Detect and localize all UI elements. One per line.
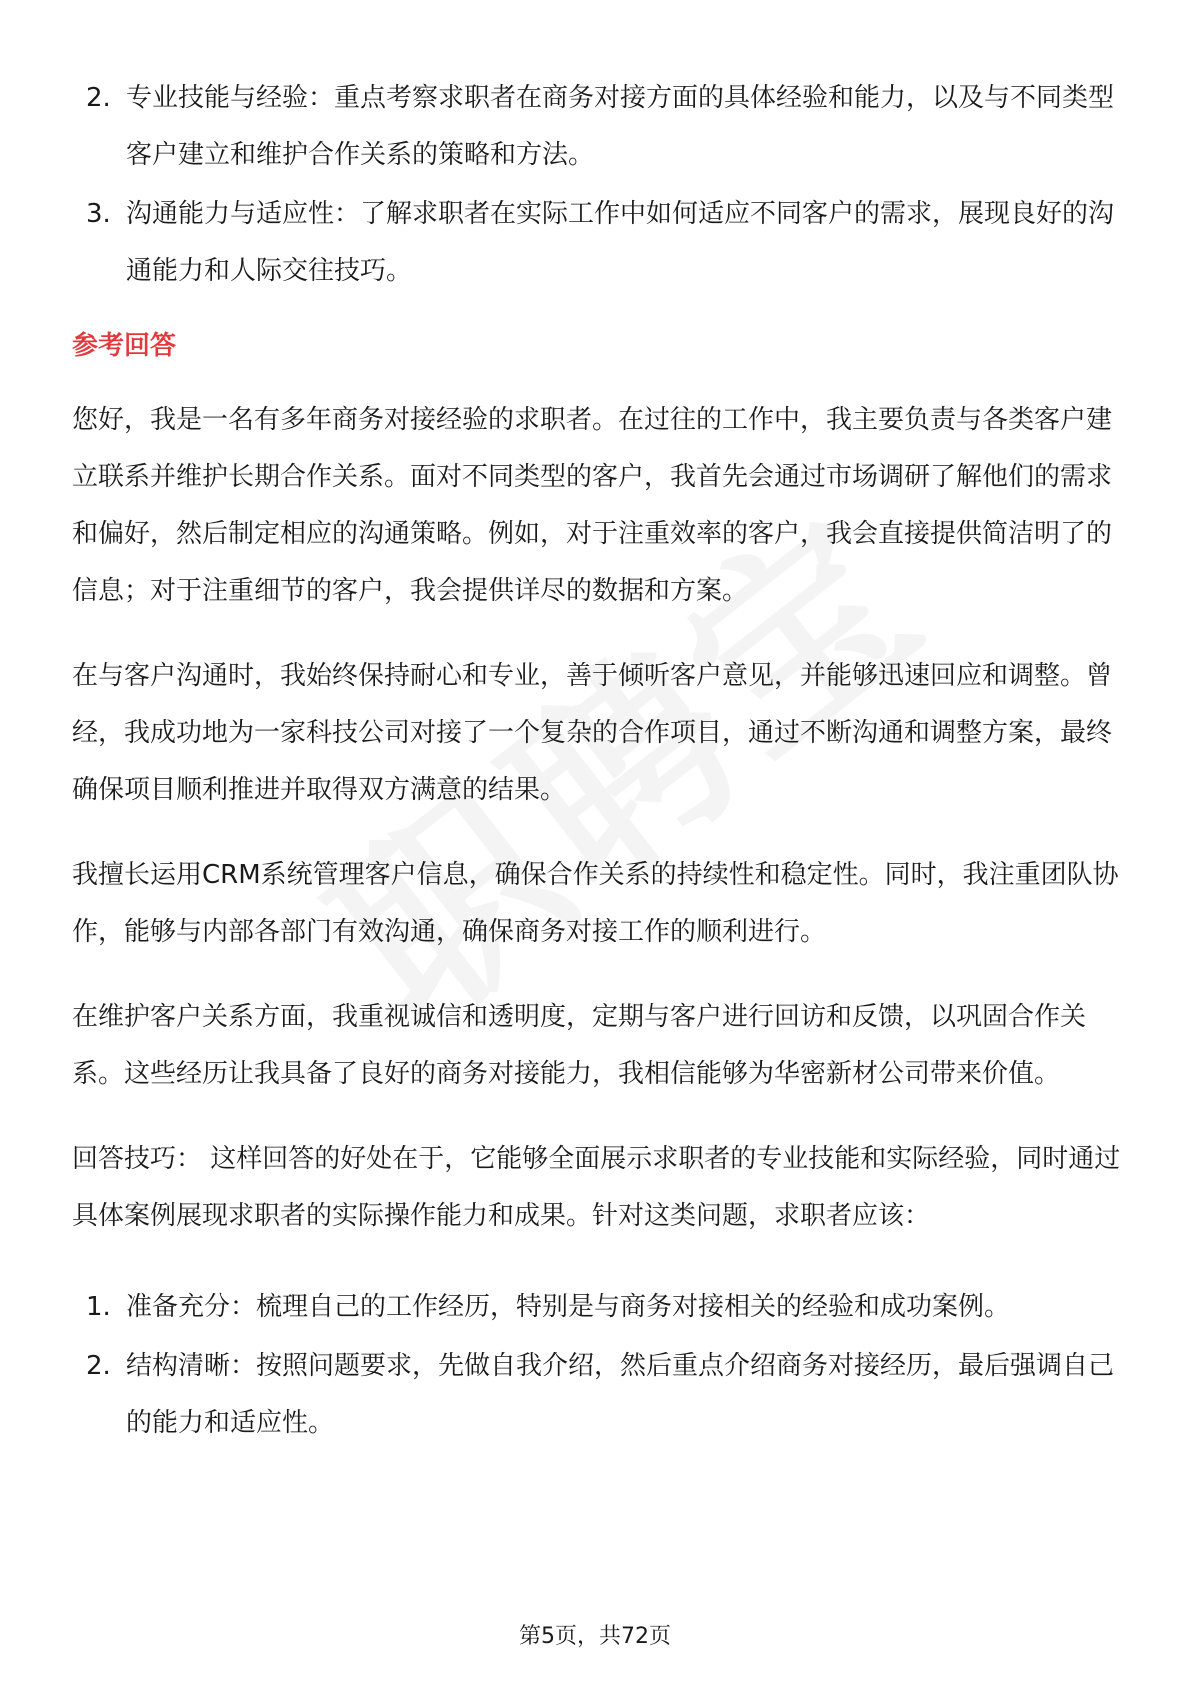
list-item (72, 70, 1122, 184)
list-item (72, 1279, 1122, 1336)
tips-paragraph: 回答技巧： 这样回答的好处在于，它能够全面展示求职者的专业技能和实际经验，同时通过具体案例展现求职者的实际操作能力和成果。针对这类问题，求职者应该： (72, 1144, 1121, 1231)
list-number: 2. (86, 83, 111, 113)
list-number: 2. (86, 1351, 111, 1381)
list-text: 沟通能力与适应性：了解求职者在实际工作中如何适应不同客户的需求，展现良好的沟通能力和人际交往技巧。 (126, 199, 1115, 286)
answer-paragraph: 在维护客户关系方面，我重视诚信和透明度，定期与客户进行回访和反馈，以巩固合作关系。这些经历让我具备了良好的商务对接能力，我相信能够为华密新材公司带来价值。 (72, 1002, 1087, 1089)
answer-paragraph: 您好，我是一名有多年商务对接经验的求职者。在过往的工作中，我主要负责与各类客户建立联系并维护长期合作关系。面对不同类型的客户，我首先会通过市场调研了解他们的需求和偏好，然后制定相应的沟通策略。例如，对于注重效率的客户，我会直接提供简洁明了的信息；对于注重细节的客户，我会提供详尽的数据和方案。 (72, 405, 1113, 606)
answer-paragraph: 我擅长运用CRM系统管理客户信息，确保合作关系的持续性和稳定性。同时，我注重团队协作，能够与内部各部门有效沟通，确保商务对接工作的顺利进行。 (72, 860, 1119, 947)
list-item (72, 1338, 1122, 1452)
answer-paragraph: 在与客户沟通时，我始终保持耐心和专业，善于倾听客户意见，并能够迅速回应和调整。曾经，我成功地为一家科技公司对接了一个复杂的合作项目，通过不断沟通和调整方案，最终确保项目顺利推进并取得双方满意的结果。 (72, 661, 1113, 805)
list-text: 专业技能与经验：重点考察求职者在商务对接方面的具体经验和能力，以及与不同类型客户建立和维护合作关系的策略和方法。 (126, 83, 1115, 170)
list-number: 3. (86, 199, 111, 229)
list-text: 结构清晰：按照问题要求，先做自我介绍，然后重点介绍商务对接经历，最后强调自己的能力和适应性。 (126, 1351, 1115, 1438)
criteria-list (72, 70, 1122, 300)
list-item (72, 186, 1122, 300)
page-footer: 第5页，共72页 (519, 1624, 671, 1649)
content (72, 70, 1122, 1454)
section-heading: 参考回答 (72, 331, 177, 361)
tips-list (72, 1279, 1122, 1452)
list-text: 准备充分：梳理自己的工作经历，特别是与商务对接相关的经验和成功案例。 (126, 1292, 1011, 1322)
list-number: 1. (86, 1292, 111, 1322)
